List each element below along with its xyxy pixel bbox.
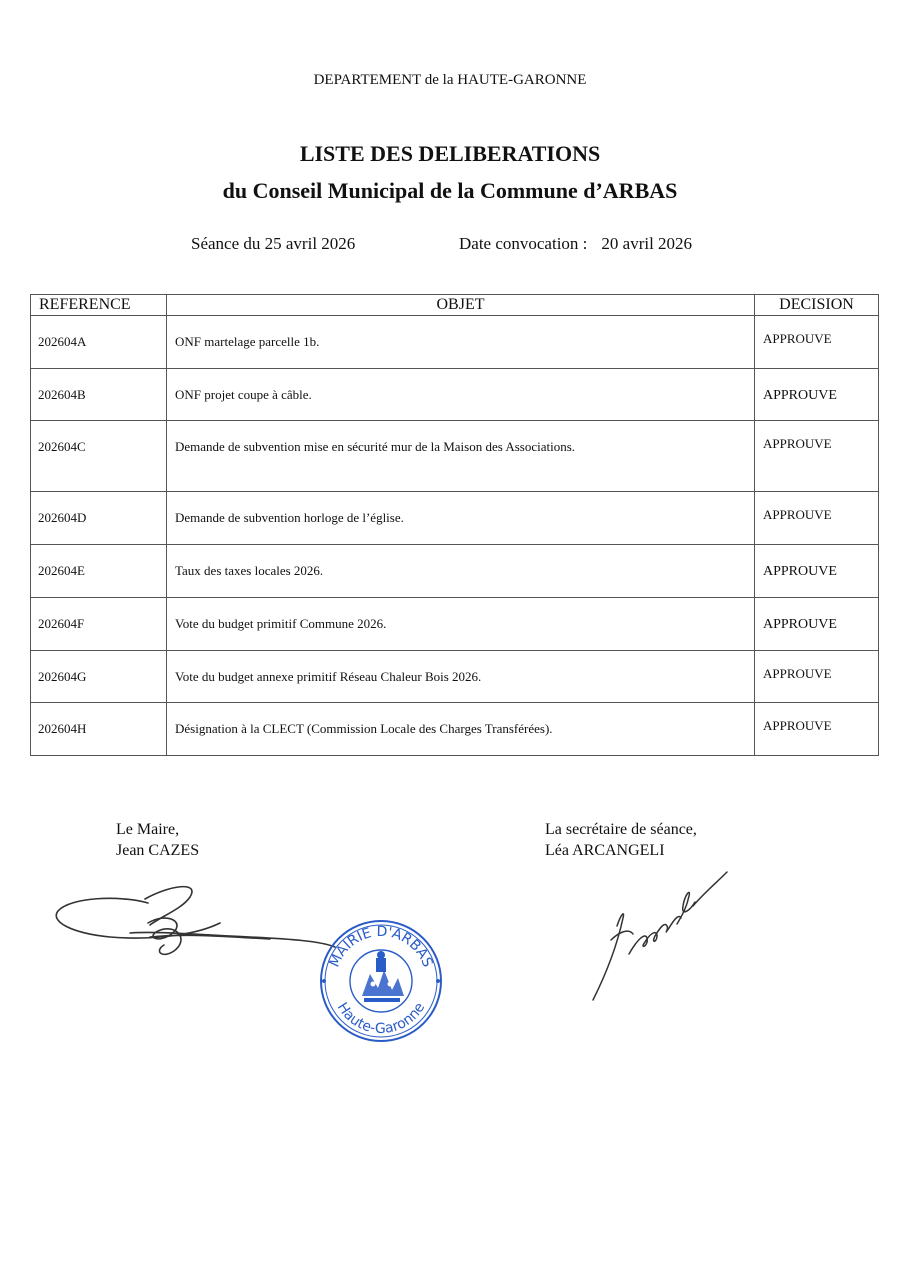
mayor-signature-block [116,819,199,861]
row-decision: APPROUVE [763,507,832,522]
row-decision: APPROUVE [763,436,832,451]
convocation-label: Date convocation : [459,234,588,253]
table-row [31,369,879,421]
row-reference: 202604C [38,439,86,454]
row-objet: ONF martelage parcelle 1b. [175,334,320,349]
mairie-stamp [318,918,444,1044]
department-heading: DEPARTEMENT de la HAUTE-GARONNE [313,72,587,88]
row-objet: Taux des taxes locales 2026. [175,563,324,578]
document-title: LISTE DES DELIBERATIONS [299,141,601,166]
table-header-row [31,295,879,316]
row-reference: 202604D [38,510,87,525]
table-row [31,651,879,703]
convocation-value: 20 avril 2026 [601,234,693,253]
mayor-signature [50,875,340,965]
row-decision: APPROUVE [763,617,837,632]
row-objet: Demande de subvention horloge de l’église. [175,510,404,525]
stamp-emblem-icon [362,951,404,1002]
row-reference: 202604F [38,616,85,631]
table-row [31,316,879,369]
column-header-objet: OBJET [167,295,755,316]
row-reference: 202604A [38,334,87,349]
seance-date: Séance du 25 avril 2026 [191,234,356,253]
row-reference: 202604B [38,387,86,402]
stamp-top-text: MAIRIE D'ARBAS [326,923,436,970]
row-decision: APPROUVE [763,388,837,403]
deliberations-table [30,294,879,756]
table-row [31,598,879,651]
stamp-bottom-text: Haute-Garonne [333,999,429,1038]
table-row [31,545,879,598]
table-row [31,492,879,545]
row-objet: Désignation à la CLECT (Commission Locale des Charges Transférées). [175,721,553,736]
column-header-reference: REFERENCE [31,295,167,316]
mayor-role: Le Maire, [116,821,180,838]
secretary-role: La secrétaire de séance, [545,821,697,838]
table-row [31,703,879,756]
secretary-name: Léa ARCANGELI [545,842,665,859]
secretary-signature-block [545,819,697,861]
row-objet: ONF projet coupe à câble. [175,387,312,402]
row-objet: Demande de subvention mise en sécurité mur de la Maison des Associations. [175,439,576,454]
row-decision: APPROUVE [763,666,832,681]
mayor-name: Jean CAZES [116,842,200,859]
document-subtitle: du Conseil Municipal de la Commune d’ARBAS [222,178,678,203]
row-objet: Vote du budget annexe primitif Réseau Chaleur Bois 2026. [175,669,482,684]
table-row [31,421,879,492]
secretary-signature [585,866,735,1006]
convocation-date [459,234,692,254]
row-reference: 202604G [38,669,87,684]
row-decision: APPROUVE [763,331,832,346]
row-reference: 202604E [38,563,85,578]
row-reference: 202604H [38,721,87,736]
row-decision: APPROUVE [763,564,837,579]
row-objet: Vote du budget primitif Commune 2026. [175,616,387,631]
column-header-decision: DECISION [755,295,879,316]
row-decision: APPROUVE [763,718,832,733]
